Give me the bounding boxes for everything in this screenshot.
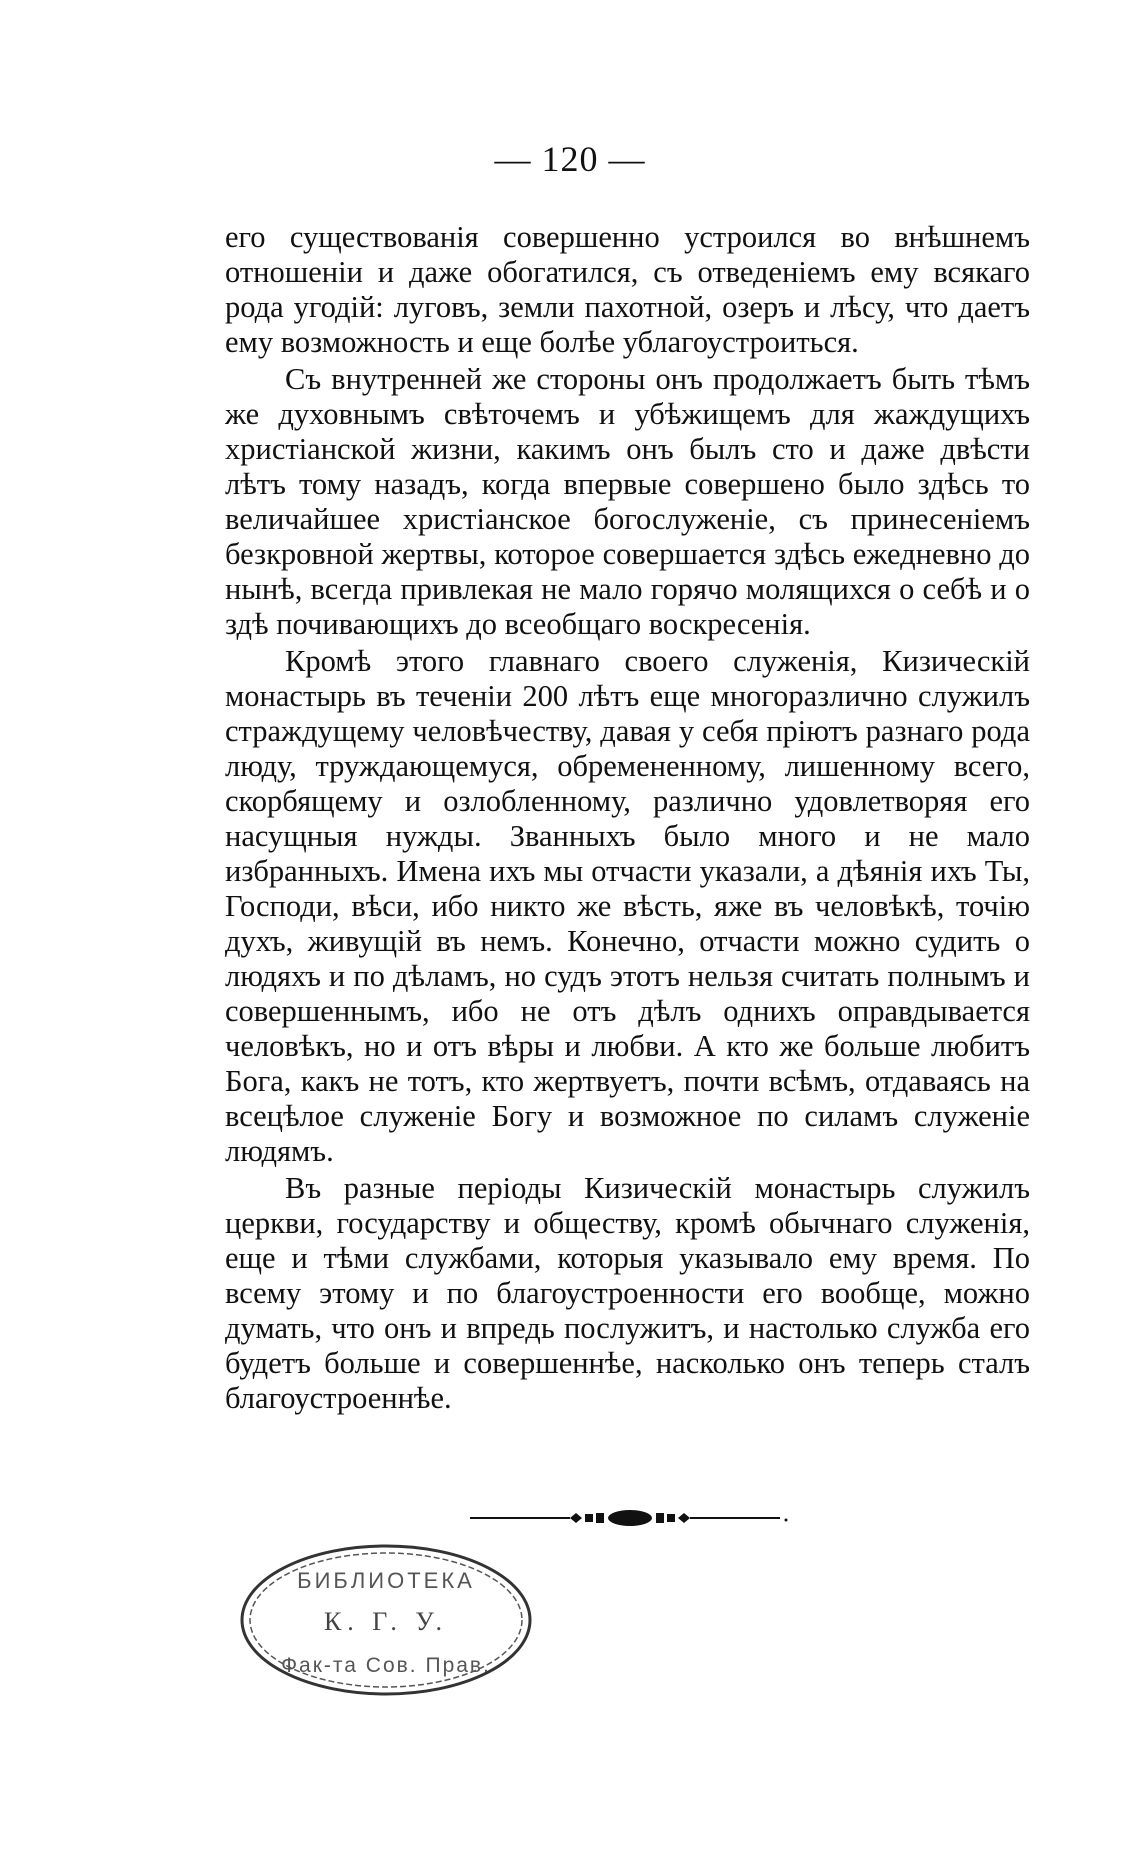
paragraph-1: его существованія совершенно устроился во внѣшнемъ отношеніи и даже обогатился, съ отведеніемъ ему всякаго рода угодій: луговъ, земли пахотной, озеръ и лѣсу, что даетъ ему возможность и еще болѣе ублагоустроиться. — [225, 220, 1030, 359]
page-number: — 120 — — [494, 139, 646, 179]
paragraph-4: Въ разные періоды Кизическій монастырь служилъ церкви, государству и обществу, кромѣ обычнаго служенія, еще и тѣми службами, которыя указывало ему время. По всему этому и по благоустроенности его вообще, можно думать, что онъ и впредь послужитъ, и настолько служба его будетъ больше и совершеннѣе, насколько онъ теперь сталъ благоустроеннѣе. — [225, 1171, 1030, 1415]
ornament-divider — [470, 1508, 790, 1528]
stamp-line-3: Фак-та Сов. Прав. — [281, 1654, 491, 1677]
library-stamp — [236, 1540, 536, 1700]
paragraph-2: Съ внутренней же стороны онъ продолжаетъ быть тѣмъ же духовнымъ свѣточемъ и убѣжищемъ для жаждущихъ христіанской жизни, какимъ онъ былъ сто и даже двѣсти лѣтъ тому назадъ, когда впервые совершено было здѣсь то величайшее христіанское богослуженіе, съ принесеніемъ безкровной жертвы, которое совершается здѣсь ежедневно до нынѣ, всегда привлекая не мало горячо молящихся о себѣ и о здѣ почивающихъ до всеобщаго воскресенія. — [225, 362, 1030, 641]
stamp-line-1: БИБЛИОТЕКА — [297, 1568, 475, 1593]
body-text — [225, 220, 1030, 1416]
paragraph-3: Кромѣ этого главнаго своего служенія, Кизическій монастырь въ теченіи 200 лѣтъ еще многоразлично служилъ страждущему человѣчеству, давая у себя пріютъ разнаго рода люду, труждающемуся, обремененному, лишенному всего, скорбящему и озлобленному, различно удовлетворяя его насущныя нужды. Званныхъ было много и не мало избранныхъ. Имена ихъ мы отчасти указали, а дѣянія ихъ Ты, Господи, вѣси, ибо никто же вѣсть, яже въ человѣкѣ, точію духъ, живущій въ немъ. Конечно, отчасти можно судить о людяхъ и по дѣламъ, но судъ этотъ нельзя считать полнымъ и совершеннымъ, ибо не отъ дѣлъ однихъ оправдывается человѣкъ, но и отъ вѣры и любви. А кто же больше любитъ Бога, какъ не тотъ, кто жертвуетъ, почти всѣмъ, отдаваясь на всецѣлое служеніе Богу и возможное по силамъ служеніе людямъ. — [225, 644, 1030, 1168]
stamp-line-2: К. Г. У. — [323, 1607, 449, 1636]
